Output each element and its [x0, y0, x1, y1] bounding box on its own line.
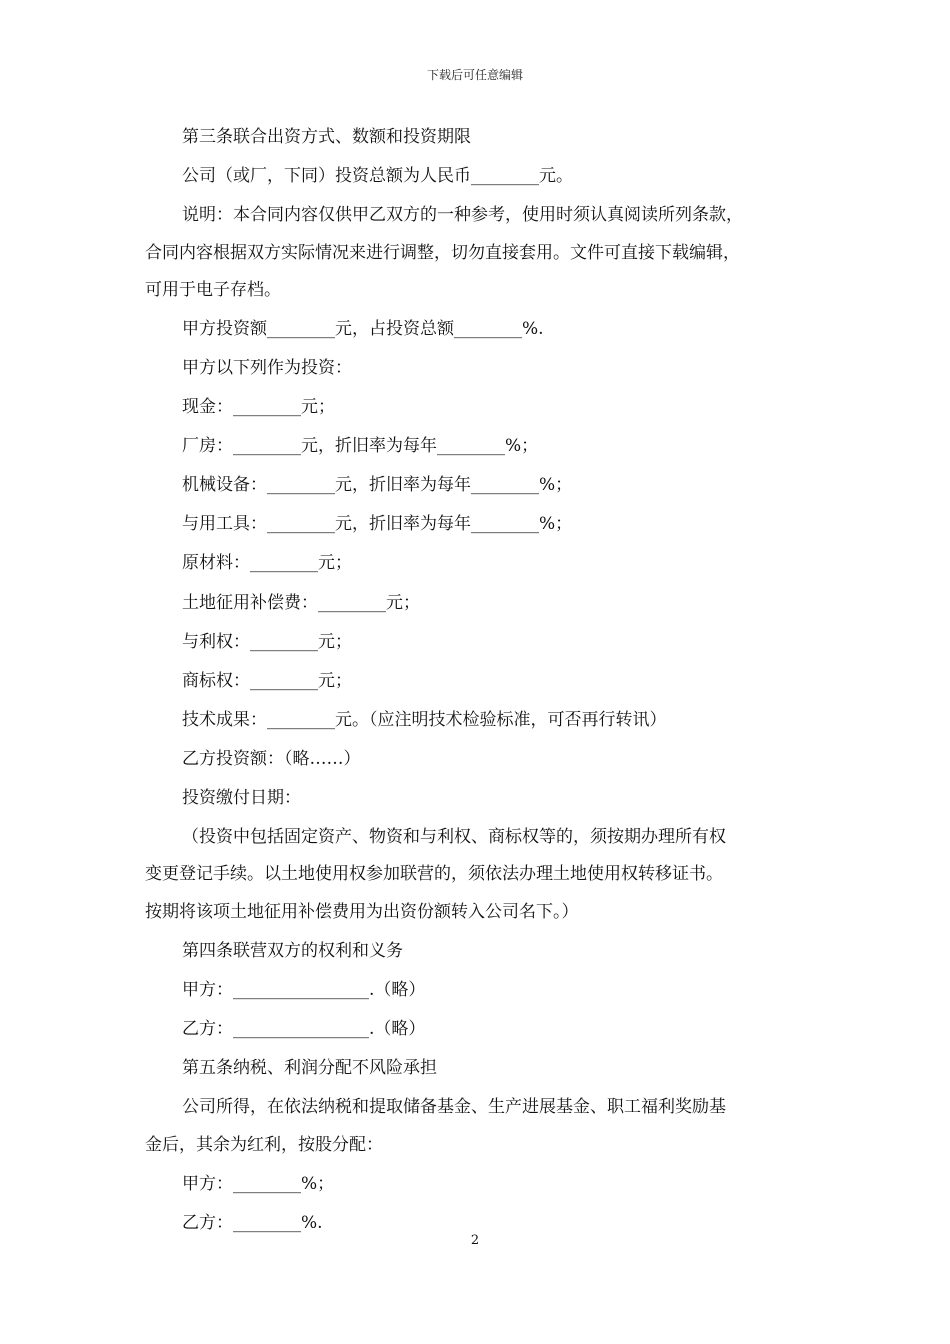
- text-line: 现金：________元；: [182, 397, 335, 418]
- paragraph: [145, 1050, 817, 1087]
- text-line: 原材料：________元；: [182, 553, 352, 574]
- paragraph: [145, 780, 817, 817]
- text-line: 与用工具：________元，折旧率为每年________%；: [182, 514, 573, 535]
- text-line: 变更登记手续。以土地使用权参加联营的，须依法办理土地使用权转移证书。: [145, 864, 723, 885]
- paragraph: [145, 624, 817, 661]
- text-line: 机械设备：________元，折旧率为每年________%；: [182, 475, 573, 496]
- paragraph: [145, 933, 817, 970]
- text-line: 说明：本合同内容仅供甲乙双方的一种参考，使用时须认真阅读所列条款，: [182, 205, 743, 226]
- paragraph: [145, 663, 817, 700]
- paragraph: [145, 467, 817, 504]
- text-line: 与利权：________元；: [182, 631, 352, 652]
- paragraph: [145, 350, 817, 387]
- text-line: 公司所得，在依法纳税和提取储备基金、生产进展基金、职工福利奖励基: [182, 1097, 726, 1118]
- text-line: 技术成果：________元。（应注明技术检验标准，可否再行转讯）: [182, 709, 667, 730]
- text-line: 甲方：________________.（略）: [182, 979, 426, 1000]
- text-line: 第五条纳税、利润分配不风险承担: [182, 1058, 437, 1079]
- paragraph: [145, 506, 817, 543]
- text-line: 乙方投资额：（略……）: [182, 748, 361, 769]
- text-line: 可用于电子存档。: [145, 279, 281, 300]
- text-line: 第四条联营双方的权利和义务: [182, 940, 403, 961]
- text-line: 商标权：________元；: [182, 670, 352, 691]
- text-line: 土地征用补偿费：________元；: [182, 592, 420, 613]
- text-line: 投资缴付日期：: [182, 787, 301, 808]
- page-number: 2: [470, 1233, 480, 1248]
- text-line: 按期将该项土地征用补偿费用为出资份额转入公司名下。）: [145, 901, 579, 922]
- paragraph: [145, 972, 817, 1009]
- paragraph: [145, 311, 817, 348]
- page-header: 下载后可任意编辑: [426, 68, 523, 82]
- text-line: （投资中包括固定资产、物资和与利权、商标权等的，须按期办理所有权: [182, 827, 726, 848]
- text-line: 甲方以下列作为投资：: [182, 358, 352, 379]
- text-line: 乙方：________%.: [182, 1212, 323, 1233]
- document-body: [145, 119, 817, 1244]
- paragraph: [145, 428, 817, 465]
- paragraph: [145, 1089, 817, 1164]
- paragraph: [145, 585, 817, 622]
- paragraph: [145, 741, 817, 778]
- paragraph: [145, 702, 817, 739]
- paragraph: [145, 389, 817, 426]
- paragraph: [145, 119, 817, 156]
- text-line: 合同内容根据双方实际情况来进行调整，切勿直接套用。文件可直接下载编辑，: [145, 242, 740, 263]
- text-line: 甲方：________%；: [182, 1173, 335, 1194]
- text-line: 金后，其余为红利，按股分配：: [145, 1134, 383, 1155]
- text-line: 乙方：________________.（略）: [182, 1019, 426, 1040]
- text-line: 甲方投资额________元，占投资总额________%.: [182, 319, 544, 340]
- paragraph: [145, 197, 817, 309]
- paragraph: [145, 545, 817, 582]
- paragraph: [145, 819, 817, 931]
- text-line: 厂房：________元，折旧率为每年________%；: [182, 436, 539, 457]
- paragraph: [145, 1011, 817, 1048]
- paragraph: [145, 1166, 817, 1203]
- text-line: 公司（或厂，下同）投资总额为人民币________元。: [182, 166, 573, 187]
- paragraph: [145, 158, 817, 195]
- text-line: 第三条联合出资方式、数额和投资期限: [182, 127, 471, 147]
